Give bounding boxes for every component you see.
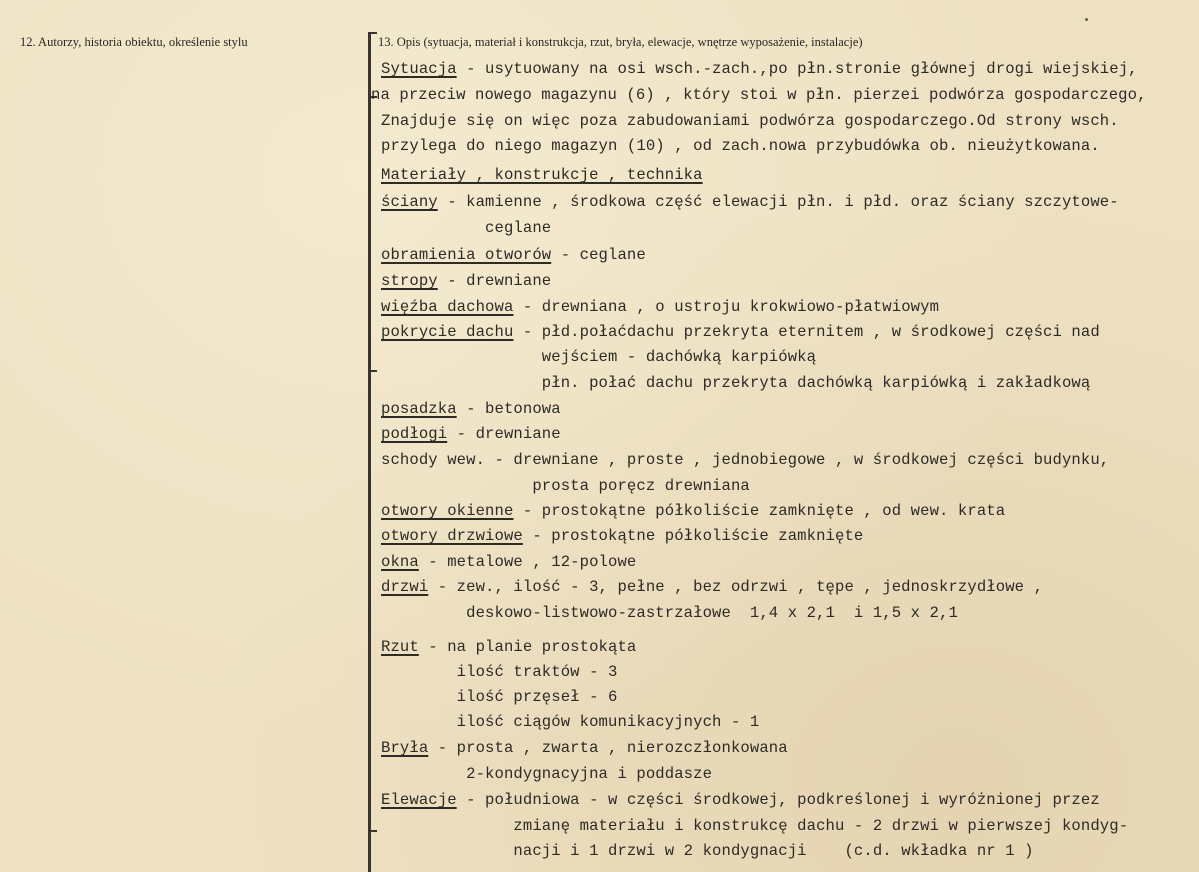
line-text: - południowa - w części środkowej, podkreślonej i wyróżnionej przez xyxy=(456,791,1100,809)
text-line xyxy=(381,765,712,783)
text-line xyxy=(381,451,1109,469)
divider-tick xyxy=(368,370,377,372)
text-line xyxy=(381,842,1034,860)
underlined-term: ściany xyxy=(381,193,438,211)
underlined-term: pokrycie dachu xyxy=(381,323,514,341)
line-indent xyxy=(381,765,466,783)
line-text: - ceglane xyxy=(551,246,646,264)
line-text: schody wew. - drewniane , proste , jednobiegowe , w środkowej części budynku, xyxy=(381,451,1110,469)
underlined-term: Bryła xyxy=(381,739,429,757)
line-text: deskowo-listwowo-zastrzałowe 1,4 x 2,1 i 1,5 x 2,1 xyxy=(466,604,958,622)
line-indent xyxy=(381,713,457,731)
underlined-term: otwory okienne xyxy=(381,502,514,520)
text-line xyxy=(381,374,1090,392)
text-line xyxy=(381,298,939,316)
text-line xyxy=(381,663,617,681)
line-text: - prosta , zwarta , nierozczłonkowana xyxy=(428,739,788,757)
underlined-term: drzwi xyxy=(381,578,429,596)
text-line xyxy=(381,272,551,290)
text-line xyxy=(371,86,1147,104)
underlined-term: otwory drzwiowe xyxy=(381,527,523,545)
text-line xyxy=(381,193,1119,211)
text-line xyxy=(381,60,1138,78)
text-line xyxy=(381,688,617,706)
text-line xyxy=(381,246,646,264)
text-line xyxy=(381,502,1005,520)
text-line xyxy=(381,166,703,184)
line-text: - metalowe , 12-polowe xyxy=(418,553,637,571)
line-text: wejściem - dachówką karpiówką xyxy=(541,348,817,366)
section-13-header: 13. Opis (sytuacja, materiał i konstrukcja, rzut, bryła, elewacje, wnętrze wyposażenie, instalacje) xyxy=(378,35,863,49)
underlined-term: Materiały , konstrukcje , technika xyxy=(381,166,703,184)
line-text: nacji i 1 drzwi w 2 kondygnacji (c.d. wkładka nr 1 ) xyxy=(513,842,1034,860)
text-line xyxy=(381,219,551,237)
line-text: - kamienne , środkowa część elewacji płn. i płd. oraz ściany szczytowe- xyxy=(437,193,1119,211)
text-line xyxy=(381,713,759,731)
underlined-term: Rzut xyxy=(381,638,419,656)
line-indent xyxy=(381,477,532,495)
text-line xyxy=(381,400,561,418)
underlined-term: Sytuacja xyxy=(381,60,457,78)
line-text: ilość traktów - 3 xyxy=(456,663,618,681)
line-text: - prostokątne półkoliście zamknięte xyxy=(522,527,864,545)
line-text: - usytuowany na osi wsch.-zach.,po płn.stronie głównej drogi wiejskiej, xyxy=(456,60,1138,78)
line-text: - drewniane xyxy=(447,425,561,443)
line-text: - prostokątne półkoliście zamknięte , od wew. krata xyxy=(513,502,1006,520)
divider-tick xyxy=(368,32,377,34)
text-line xyxy=(381,112,1119,130)
line-indent xyxy=(381,374,542,392)
text-line xyxy=(381,527,863,545)
text-line xyxy=(381,817,1128,835)
line-text: - na planie prostokąta xyxy=(418,638,637,656)
line-text: - płd.połaćdachu przekryta eternitem , w środkowej części nad xyxy=(513,323,1100,341)
line-indent xyxy=(381,219,485,237)
line-text: przylega do niego magazyn (10) , od zach.nowa przybudówka ob. nieużytkowana. xyxy=(381,137,1100,155)
line-text: - drewniana , o ustroju krokwiowo-płatwiowym xyxy=(513,298,940,316)
text-line xyxy=(381,638,636,656)
paper-speck xyxy=(1085,18,1088,21)
line-indent xyxy=(381,348,542,366)
line-indent xyxy=(381,688,457,706)
text-line xyxy=(381,578,1043,596)
underlined-term: obramienia otworów xyxy=(381,246,552,264)
underlined-term: stropy xyxy=(381,272,438,290)
line-text: prosta poręcz drewniana xyxy=(532,477,750,495)
text-line xyxy=(381,604,958,622)
underlined-term: Elewacje xyxy=(381,791,457,809)
column-divider xyxy=(368,32,371,872)
line-indent xyxy=(381,663,457,681)
line-indent xyxy=(381,842,513,860)
text-line xyxy=(381,323,1100,341)
line-text: zmianę materiału i konstrukcę dachu - 2 drzwi w pierwszej kondyg- xyxy=(513,817,1129,835)
line-text: - drewniane xyxy=(437,272,552,290)
line-indent xyxy=(381,817,513,835)
text-line xyxy=(381,739,788,757)
text-line xyxy=(381,791,1100,809)
line-text: ceglane xyxy=(485,219,552,237)
text-line xyxy=(381,425,561,443)
text-line xyxy=(381,348,816,366)
line-text: płn. połać dachu przekryta dachówką karpiówką i zakładkową xyxy=(541,374,1091,392)
divider-tick xyxy=(368,830,377,832)
section-12-header: 12. Autorzy, historia obiektu, określenie stylu xyxy=(20,35,248,49)
line-text: ilość przęseł - 6 xyxy=(456,688,618,706)
line-indent xyxy=(381,604,466,622)
underlined-term: podłogi xyxy=(381,425,448,443)
line-text: na przeciw nowego magazynu (6) , który stoi w płn. pierzei podwórza gospodarczego, xyxy=(371,86,1147,104)
line-text: - zew., ilość - 3, pełne , bez odrzwi , tępe , jednoskrzydłowe , xyxy=(428,578,1044,596)
text-line xyxy=(381,137,1100,155)
line-text: - betonowa xyxy=(456,400,561,418)
line-text: Znajduje się on więc poza zabudowaniami podwórza gospodarczego.Od strony wsch. xyxy=(381,112,1119,130)
text-line xyxy=(381,477,750,495)
line-text: ilość ciągów komunikacyjnych - 1 xyxy=(456,713,760,731)
text-line xyxy=(381,553,636,571)
line-text: 2-kondygnacyjna i poddasze xyxy=(466,765,713,783)
underlined-term: więźba dachowa xyxy=(381,298,514,316)
underlined-term: okna xyxy=(381,553,419,571)
underlined-term: posadzka xyxy=(381,400,457,418)
